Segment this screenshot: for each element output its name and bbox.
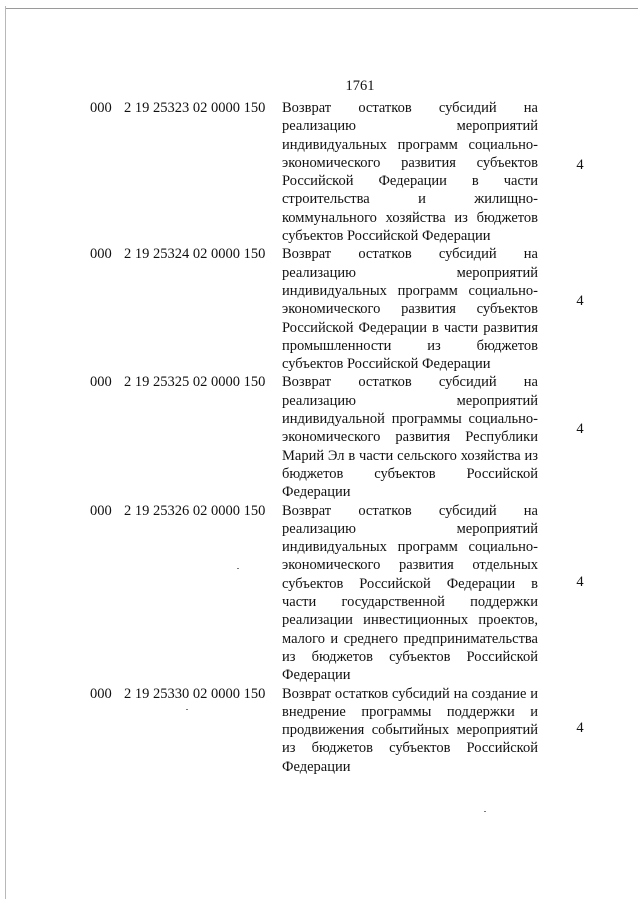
budget-code-table — [0, 99, 640, 776]
table-row — [0, 99, 640, 245]
scan-speck — [484, 811, 486, 812]
budget-classification-code: 2 19 25324 02 0000 150 — [124, 246, 266, 263]
revenue-name: Возврат остатков субсидий на реализацию мероприятий индивидуальных программ социально-экономического развития субъектов Российской Федерации в части развития промышленности из бюджетов субъектов Российской Федерации — [282, 246, 538, 373]
budget-classification-code: 2 19 25326 02 0000 150 — [124, 502, 266, 519]
revenue-name: Возврат остатков субсидий на реализацию мероприятий индивидуальных программ социально-экономического развития отдельных субъектов Российской Федерации в части государственной поддержки реализации инвестиционных проектов, малого и среднего предпринимательства из бюджетов субъектов Российской Федерации — [282, 502, 538, 684]
budget-classification-code: 2 19 25323 02 0000 150 — [124, 100, 266, 116]
admin-code: 000 — [90, 374, 112, 391]
table-row — [0, 502, 640, 685]
admin-code: 000 — [90, 100, 112, 116]
row-value: 4 — [576, 293, 584, 310]
revenue-name: Возврат остатков субсидий на создание и внедрение программы поддержки и продвижения событийных мероприятий из бюджетов субъектов Российской Федерации — [282, 685, 538, 775]
revenue-name: Возврат остатков субсидий на реализацию мероприятий индивидуальной программы социально-экономического развития Республики Марий Эл в части сельского хозяйства из бюджетов субъектов Российской Федерации — [282, 374, 538, 501]
revenue-name: Возврат остатков субсидий на реализацию мероприятий индивидуальных программ социально-экономического развития субъектов Российской Федерации в части строительства и жилищно-коммунального хозяйства из бюджетов субъектов Российской Федерации — [282, 100, 538, 245]
table-row — [0, 685, 640, 776]
table-row — [0, 373, 640, 501]
scan-speck — [237, 568, 239, 569]
admin-code: 000 — [90, 685, 112, 702]
scan-speck — [186, 709, 188, 710]
page-number: 1761 — [345, 78, 375, 94]
row-value: 4 — [576, 573, 584, 590]
admin-code: 000 — [90, 246, 112, 263]
budget-classification-code: 2 19 25325 02 0000 150 — [124, 374, 266, 391]
row-value: 4 — [576, 421, 584, 438]
scan-edge-top — [6, 8, 638, 9]
admin-code: 000 — [90, 502, 112, 519]
row-value: 4 — [576, 157, 584, 173]
budget-classification-code: 2 19 25330 02 0000 150 — [124, 685, 266, 702]
row-value: 4 — [576, 719, 584, 736]
table-row — [0, 245, 640, 373]
